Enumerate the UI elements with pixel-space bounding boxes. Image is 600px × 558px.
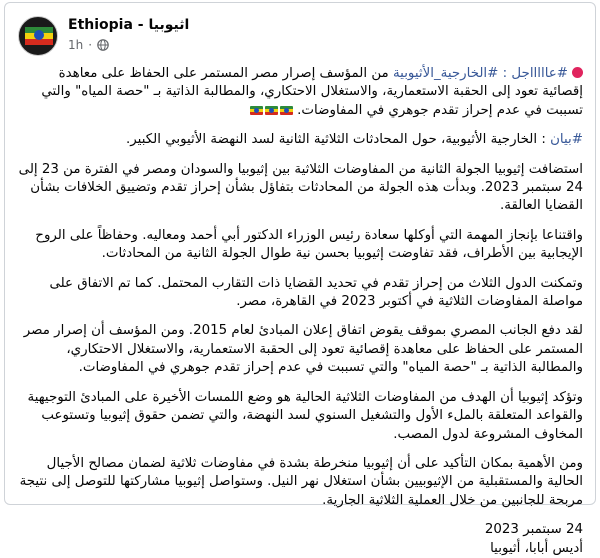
page-avatar[interactable]: [18, 16, 58, 56]
post-paragraph-8: ومن الأهمية بمكان التأكيد على أن إثيوبيا منخرطة بشدة في مفاوضات ثلاثية لضمان مصالح الأجيال الحالية والمستقبلية من الإثيوبيين بشأن استغلال نهر النيل. وستواصل إثيوبيا مشاركتها للتوصل إلى نتيجة مربحة للجانبين من خلال العملية الثلاثية الجارية.: [19, 455, 583, 508]
post-header: [5, 3, 595, 59]
paragraph-text: : الخارجية الأثيوبية، حول المحادثات الثلاثية الثانية لسد النهضة الأثيوبي الكبير.: [126, 132, 551, 148]
hashtag-link[interactable]: #بيان: [550, 132, 583, 148]
ethiopia-flag-icon: [280, 106, 293, 115]
facebook-post: [4, 2, 596, 556]
post-time[interactable]: 1h: [68, 38, 84, 52]
post-paragraph-5: وتمكنت الدول الثلاث من إحراز تقدم في تحديد القضايا ذات التقارب المحتمل. كما تم الاتفاق على مواصلة المفاوضات الثلاثية في أكتوبر 2023 في القاهرة، مصر.: [49, 275, 583, 310]
post-paragraph-1: [15, 65, 583, 120]
hashtag-link[interactable]: #عاااااجل : #الخارجية_الأثيوبية: [392, 66, 568, 81]
post-body: [15, 65, 583, 558]
ethiopia-flag-icon: [265, 106, 278, 115]
red-circle-icon: [572, 67, 583, 78]
post-paragraph-6: لقد دفع الجانب المصري بموقف يقوض اتفاق إعلان المبادئ لعام 2015. ومن المؤسف أن إصرار مصر المستمر على الحفاظ على معاهدة إقصائية تعود إلى الحقبة الاستعمارية، والاستغلال الاحتكاري، والمطالبة الذاتية بـ "حصة المياه" والتي تسببت في عدم إحراز تقدم جوهري في المفاوضات.: [23, 323, 583, 376]
post-paragraph-3: استضافت إثيوبيا الجولة الثانية من المفاوضات الثلاثية بين إثيوبيا والسودان ومصر في الفترة من 23 إلى 24 سبتمبر 2023. وبدأت هذه الجولة من المحادثات بتفاؤل بشأن إحراز تقدم وتضييق الخلافات بشأن القضايا العالقة.: [18, 161, 583, 214]
globe-icon: [97, 39, 109, 51]
post-paragraph-4: واقتناعا بإنجاز المهمة التي أوكلها سعادة رئيس الوزراء الدكتور أبي أحمد ومعاليه. وحفاظاً على الروح الإيجابية بين الأطراف، فقد تفاوضت إثيوبيا بحسن نية طوال الجولة الثانية من المحادثات.: [35, 227, 583, 262]
meta-separator: ·: [88, 38, 93, 52]
post-meta: [68, 38, 109, 52]
post-location: أديس أبابا، أثيوبيا: [490, 540, 583, 556]
post-date: 24 سبتمبر 2023: [484, 522, 583, 538]
paragraph-text: من المؤسف إصرار مصر المستمر على الحفاظ على معاهدة إقصائية تعود إلى الحقبة الاستعمارية، والاستغلال الاحتكاري، والمطالبة الذاتية بـ "حصة المياه" والتي تسببت في عدم إحراز تقدم جوهري في المفاوضات.: [41, 66, 583, 118]
post-paragraph-2: [15, 131, 583, 149]
page-name[interactable]: Ethiopia - اثيوبيا: [68, 17, 190, 33]
ethiopia-flag-icon: [250, 106, 263, 115]
post-paragraph-7: وتؤكد إثيوبيا أن الهدف من المفاوضات الثلاثية الحالية هو وضع اللمسات الأخيرة على المبادئ التوجيهية والقواعد المتعلقة بالملء الأول والتشغيل السنوي لسد النهضة، والتي تضمن حقوق إثيوبيا وتستوعب المخاوف المشروعة لدول المصب.: [27, 389, 583, 442]
